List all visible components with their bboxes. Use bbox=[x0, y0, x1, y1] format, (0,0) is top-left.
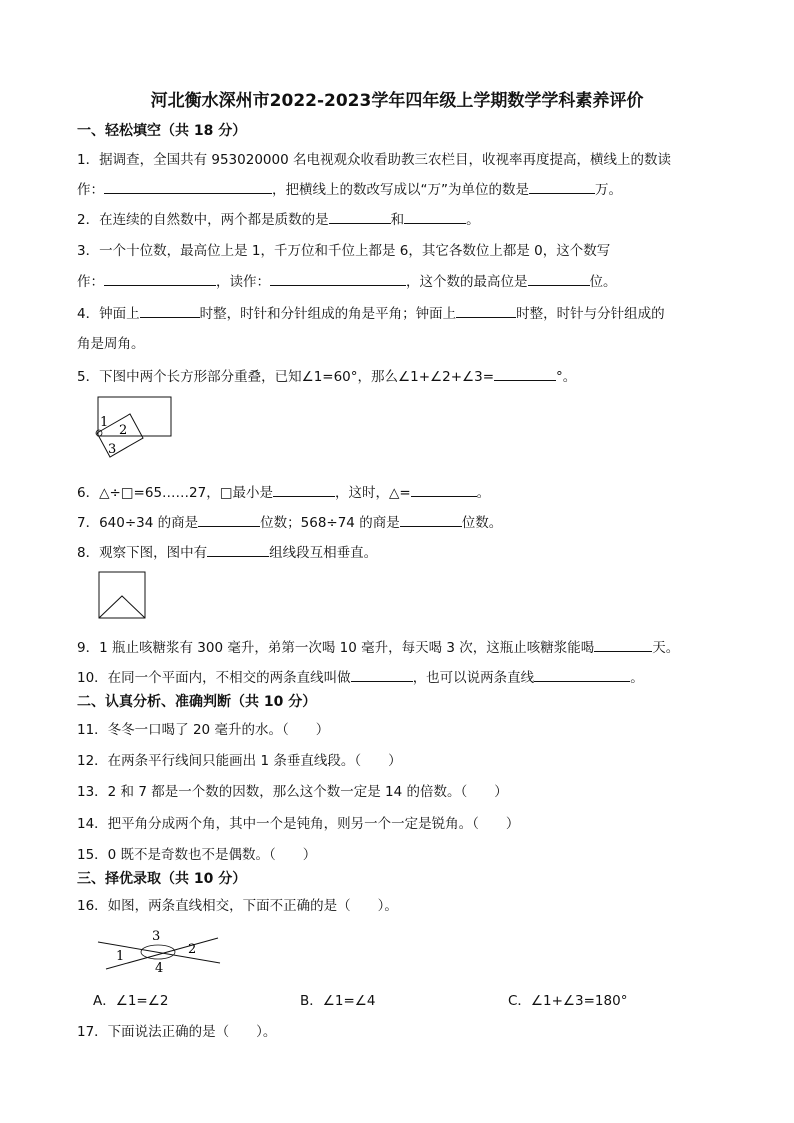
answer-blank[interactable] bbox=[329, 209, 391, 224]
answer-blank[interactable] bbox=[594, 637, 652, 652]
answer-blank[interactable] bbox=[198, 512, 260, 527]
q7-middle: 位数；568÷74 的商是 bbox=[260, 515, 400, 531]
q5-end: °。 bbox=[556, 369, 577, 385]
answer-blank[interactable] bbox=[529, 179, 595, 194]
rectangle-horizontal bbox=[98, 397, 171, 436]
question-1-line-2 bbox=[77, 178, 622, 198]
section-heading-2: 二、认真分析、准确判断（共 10 分） bbox=[77, 694, 317, 710]
q6-end: 。 bbox=[476, 485, 491, 501]
q3-end: 位。 bbox=[589, 274, 617, 290]
answer-blank[interactable] bbox=[104, 271, 216, 286]
answer-blank[interactable] bbox=[270, 271, 406, 286]
angle-label-2: 2 bbox=[188, 942, 197, 957]
q4-middle: 时整，时针和分针组成的角是平角；钟面上 bbox=[199, 306, 457, 322]
angle-label-1: 1 bbox=[100, 415, 109, 430]
option-a[interactable]: A．∠1=∠2 bbox=[93, 993, 169, 1009]
q5-prefix: 5．下图中两个长方形部分重叠，已知∠1=60°，那么∠1+∠2+∠3= bbox=[77, 369, 495, 385]
q8-end: 组线段互相垂直。 bbox=[269, 545, 378, 561]
question-15: 15．0 既不是奇数也不是偶数。（ ） bbox=[77, 847, 317, 863]
answer-blank[interactable] bbox=[104, 179, 272, 194]
question-10 bbox=[77, 666, 644, 686]
q7-prefix: 7．640÷34 的商是 bbox=[77, 515, 199, 531]
q7-end: 位数。 bbox=[461, 515, 503, 531]
q10-end: 。 bbox=[630, 670, 644, 686]
question-3-line-2 bbox=[77, 270, 617, 290]
answer-blank[interactable] bbox=[351, 667, 413, 682]
q9-end: 天。 bbox=[652, 640, 680, 656]
q8-prefix: 8．观察下图，图中有 bbox=[77, 545, 208, 561]
option-c[interactable]: C．∠1+∠3=180° bbox=[508, 993, 628, 1009]
answer-blank[interactable] bbox=[140, 303, 200, 318]
option-b[interactable]: B．∠1=∠4 bbox=[300, 993, 376, 1009]
triangle-lines bbox=[99, 596, 145, 618]
question-1-line-1: 1．据调查，全国共有 953020000 名电视观众收看助教三农栏目，收视率再度提高，横线上的数读 bbox=[77, 152, 671, 168]
question-16: 16．如图，两条直线相交，下面不正确的是（ ）。 bbox=[77, 898, 398, 914]
angle-label-1: 1 bbox=[116, 949, 125, 964]
q9-prefix: 9．1 瓶止咳糖浆有 300 毫升，弟第一次喝 10 毫升，每天喝 3 次，这瓶止咳糖浆能喝 bbox=[77, 640, 595, 656]
question-4-line-1 bbox=[77, 302, 665, 322]
answer-blank[interactable] bbox=[404, 209, 466, 224]
q10-prefix: 10．在同一个平面内，不相交的两条直线叫做 bbox=[77, 670, 351, 686]
question-3-line-1: 3．一个十位数，最高位上是 1，千万位和千位上都是 6，其它各数位上都是 0，这个数写 bbox=[77, 243, 611, 259]
question-17: 17．下面说法正确的是（ ）。 bbox=[77, 1024, 277, 1040]
question-11: 11．冬冬一口喝了 20 毫升的水。（ ） bbox=[77, 722, 330, 738]
q3-middle-1: ，读作： bbox=[216, 274, 270, 290]
q3-prefix: 作： bbox=[77, 274, 104, 290]
question-7 bbox=[77, 511, 502, 531]
q2-prefix: 2．在连续的自然数中，两个都是质数的是 bbox=[77, 212, 329, 228]
answer-blank[interactable] bbox=[411, 482, 477, 497]
q4-prefix: 4．钟面上 bbox=[77, 306, 140, 322]
answer-blank[interactable] bbox=[494, 366, 556, 381]
angle-label-2: 2 bbox=[119, 423, 128, 438]
overlapping-rectangles-figure bbox=[92, 393, 182, 463]
q3-middle-2: ，这个数的最高位是 bbox=[406, 274, 528, 290]
question-5 bbox=[77, 365, 576, 385]
intersecting-lines-figure bbox=[96, 925, 226, 975]
angle-label-4: 4 bbox=[155, 961, 164, 975]
page-title: 河北衡水深州市2022-2023学年四年级上学期数学学科素养评价 bbox=[150, 91, 644, 111]
q2-middle: 和 bbox=[390, 212, 405, 228]
square-triangle-figure bbox=[98, 571, 148, 621]
q2-end: 。 bbox=[466, 212, 480, 228]
question-12: 12．在两条平行线间只能画出 1 条垂直线段。（ ） bbox=[77, 753, 402, 769]
q10-middle: ，也可以说两条直线 bbox=[412, 670, 535, 686]
question-6 bbox=[77, 481, 490, 501]
answer-blank[interactable] bbox=[400, 512, 462, 527]
q6-prefix: 6．△÷□=65……27，□最小是 bbox=[77, 485, 273, 501]
question-8 bbox=[77, 541, 377, 561]
answer-blank[interactable] bbox=[207, 542, 269, 557]
question-4-line-2: 角是周角。 bbox=[77, 336, 145, 352]
question-13: 13．2 和 7 都是一个数的因数，那么这个数一定是 14 的倍数。（ ） bbox=[77, 784, 508, 800]
question-9 bbox=[77, 636, 679, 656]
answer-blank[interactable] bbox=[534, 667, 630, 682]
answer-blank[interactable] bbox=[528, 271, 590, 286]
section-heading-3: 三、择优录取（共 10 分） bbox=[77, 871, 247, 887]
q1-prefix: 作： bbox=[77, 182, 104, 198]
answer-blank[interactable] bbox=[273, 482, 335, 497]
q1-end: 万。 bbox=[595, 182, 622, 198]
question-14: 14．把平角分成两个角，其中一个是钝角，则另一个一定是锐角。（ ） bbox=[77, 816, 520, 832]
q4-end: 时整，时针与分针组成的 bbox=[516, 306, 665, 322]
section-heading-1: 一、轻松填空（共 18 分） bbox=[77, 123, 247, 139]
question-2 bbox=[77, 208, 480, 228]
angle-label-3: 3 bbox=[108, 442, 117, 457]
answer-blank[interactable] bbox=[456, 303, 516, 318]
angle-label-3: 3 bbox=[152, 929, 161, 944]
q1-middle: ，把横线上的数改写成以“万”为单位的数是 bbox=[272, 182, 529, 198]
q6-middle: ，这时，△= bbox=[334, 485, 411, 501]
